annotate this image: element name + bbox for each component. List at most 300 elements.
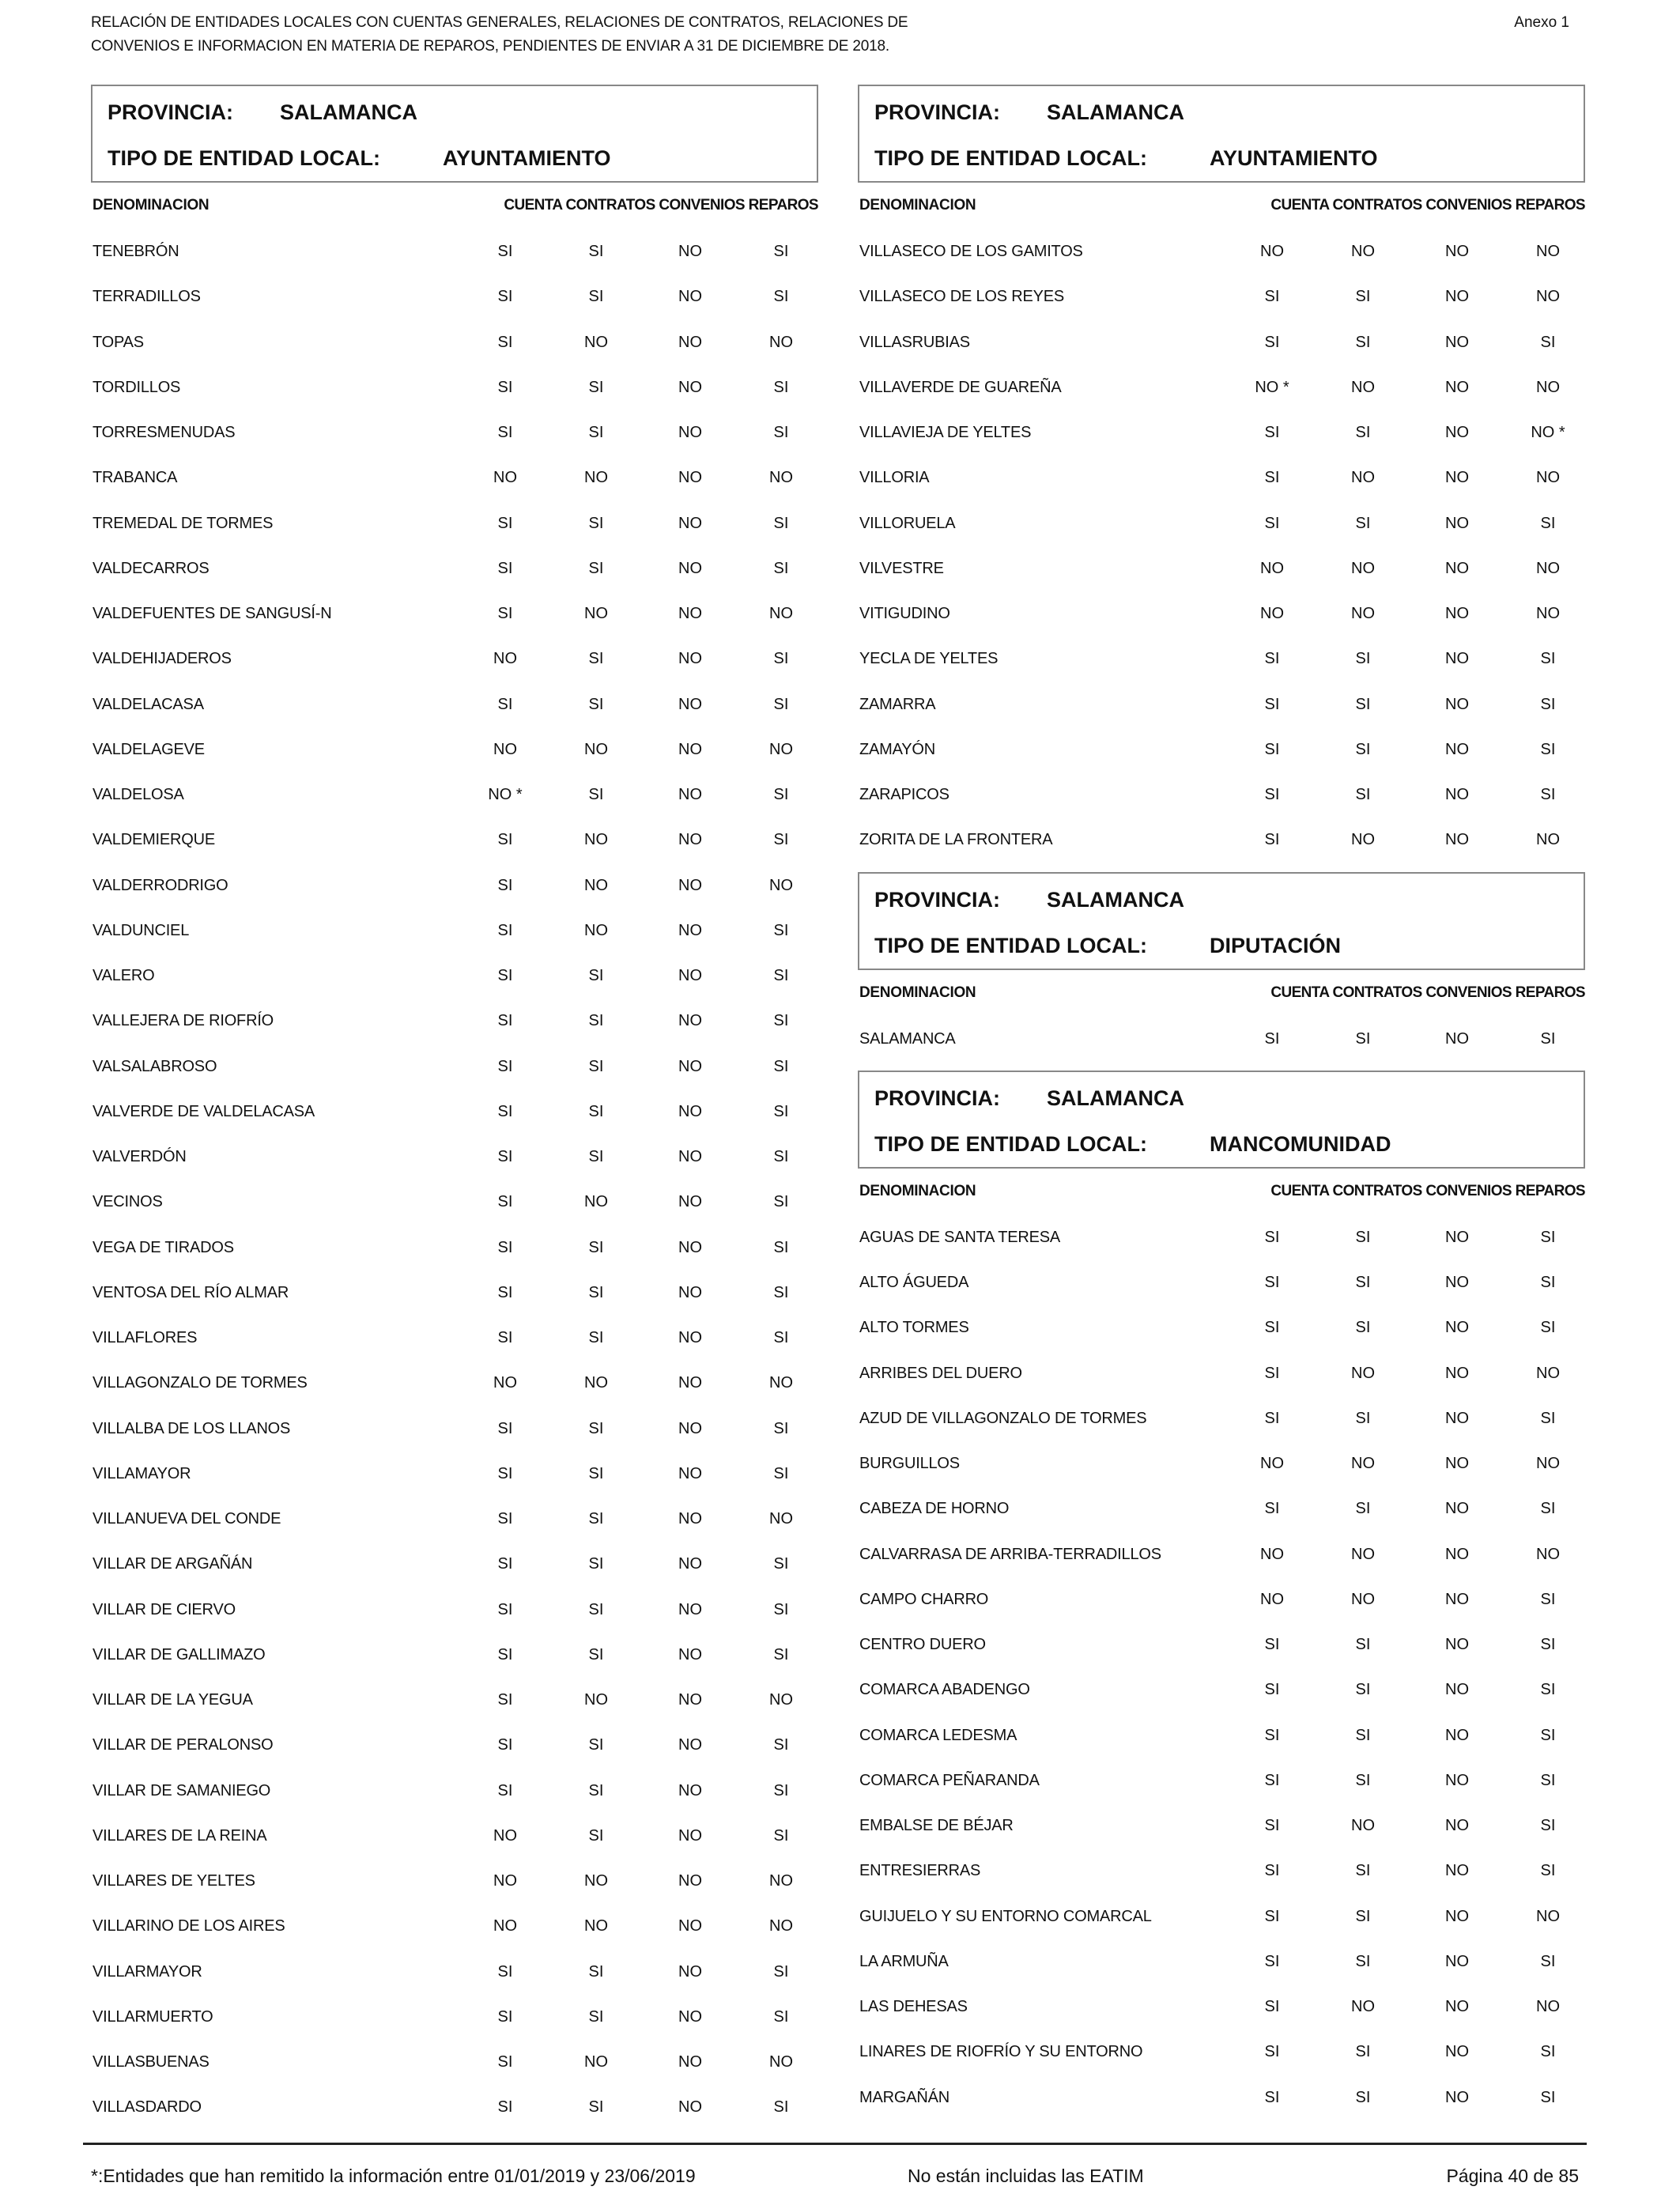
entity-name: ZORITA DE LA FRONTERA xyxy=(859,831,1053,849)
value-cuenta: SI xyxy=(1264,469,1280,487)
value-convenios: NO xyxy=(678,1645,702,1663)
table-row xyxy=(858,1940,1585,1985)
value-cuenta: SI xyxy=(497,559,513,577)
table-row xyxy=(858,1714,1585,1759)
entity-info-box xyxy=(858,1071,1585,1169)
value-reparos: NO xyxy=(1536,605,1560,622)
value-reparos: SI xyxy=(773,514,789,532)
value-reparos: SI xyxy=(1540,786,1556,803)
entity-name: VILLARINO DE LOS AIRES xyxy=(92,1917,285,1935)
table-row xyxy=(858,637,1585,682)
entity-name: SALAMANCA xyxy=(859,1029,956,1048)
table-row xyxy=(91,230,818,275)
value-convenios: NO xyxy=(678,424,702,441)
value-contratos: SI xyxy=(588,650,604,668)
entity-name: VILLARES DE LA REINA xyxy=(92,1826,267,1845)
entity-name: VILLAR DE CIERVO xyxy=(92,1600,236,1618)
value-reparos: SI xyxy=(1540,1319,1556,1337)
value-contratos: NO xyxy=(584,469,608,487)
value-reparos: SI xyxy=(773,559,789,577)
entity-name: BURGUILLOS xyxy=(859,1455,960,1472)
entity-name: VEGA DE TIRADOS xyxy=(92,1238,234,1256)
value-convenios: NO xyxy=(1445,605,1469,622)
table-row xyxy=(91,1950,818,1996)
entity-name: VILLAVIEJA DE YELTES xyxy=(859,424,1032,441)
value-contratos: SI xyxy=(588,1102,604,1120)
entity-name: ZAMAYÓN xyxy=(859,740,936,758)
entity-name: VILLASECO DE LOS REYES xyxy=(859,288,1065,306)
value-cuenta: SI xyxy=(497,1238,513,1256)
entity-name: LA ARMUÑA xyxy=(859,1952,949,1970)
table-row xyxy=(91,954,818,999)
value-reparos: NO xyxy=(769,2053,793,2071)
value-cuenta: SI xyxy=(1264,1228,1280,1246)
value-reparos: NO xyxy=(1536,1364,1560,1382)
value-cuenta: SI xyxy=(497,1057,513,1075)
title-line-1: RELACIÓN DE ENTIDADES LOCALES CON CUENTAS GENERALES, RELACIONES DE CONTRATOS, RELACIONES DE xyxy=(91,14,908,31)
value-convenios: NO xyxy=(678,559,702,577)
table-row xyxy=(91,1361,818,1407)
value-contratos: NO xyxy=(584,1374,608,1392)
value-reparos: SI xyxy=(773,1464,789,1482)
value-reparos: NO xyxy=(769,1691,793,1709)
entity-name: VILLASECO DE LOS GAMITOS xyxy=(859,243,1083,260)
entity-name: VILVESTRE xyxy=(859,559,944,577)
value-contratos: NO xyxy=(1351,469,1375,487)
provincia-value: SALAMANCA xyxy=(1047,1086,1184,1110)
entity-info-box xyxy=(858,85,1585,183)
value-contratos: SI xyxy=(1355,695,1371,713)
value-cuenta: SI xyxy=(497,1464,513,1482)
entity-name: VILLAVERDE DE GUAREÑA xyxy=(859,378,1062,396)
value-convenios: NO xyxy=(1445,1817,1469,1834)
entity-name: VALSALABROSO xyxy=(92,1057,217,1075)
entity-name: LINARES DE RIOFRÍO Y SU ENTORNO xyxy=(859,2043,1143,2061)
value-contratos: SI xyxy=(588,1510,604,1527)
value-reparos: SI xyxy=(1540,1952,1556,1970)
entity-name: MARGAÑÁN xyxy=(859,2088,949,2106)
value-contratos: NO xyxy=(584,740,608,758)
column-header-denominacion: DENOMINACION xyxy=(859,1182,976,1199)
table-row xyxy=(91,1452,818,1497)
table-row xyxy=(91,637,818,682)
table-row xyxy=(858,1442,1585,1487)
value-contratos: NO xyxy=(1351,559,1375,577)
value-convenios: NO xyxy=(1445,1907,1469,1925)
value-reparos: NO xyxy=(1536,1545,1560,1563)
value-cuenta: SI xyxy=(1264,1681,1280,1699)
value-reparos: SI xyxy=(773,967,789,984)
value-cuenta: SI xyxy=(1264,831,1280,849)
value-convenios: NO xyxy=(1445,288,1469,306)
value-reparos: SI xyxy=(773,1645,789,1663)
value-convenios: NO xyxy=(1445,1364,1469,1382)
table-row xyxy=(91,1769,818,1814)
value-reparos: SI xyxy=(1540,333,1556,351)
value-cuenta: NO xyxy=(493,1374,517,1392)
value-convenios: NO xyxy=(1445,333,1469,351)
value-reparos: SI xyxy=(773,1148,789,1165)
entity-name: YECLA DE YELTES xyxy=(859,650,999,668)
value-convenios: NO xyxy=(678,1238,702,1256)
value-cuenta: SI xyxy=(497,1193,513,1211)
provincia-label: PROVINCIA: xyxy=(874,100,1001,124)
value-reparos: SI xyxy=(773,1826,789,1845)
table-row xyxy=(91,1090,818,1135)
entity-name: GUIJUELO Y SU ENTORNO COMARCAL xyxy=(859,1907,1152,1925)
table-row xyxy=(858,1759,1585,1804)
entity-name: VALVERDE DE VALDELACASA xyxy=(92,1102,315,1120)
value-cuenta: NO xyxy=(1260,243,1284,260)
value-reparos: SI xyxy=(1540,2043,1556,2061)
table-row xyxy=(91,321,818,366)
value-cuenta: SI xyxy=(497,1781,513,1799)
value-contratos: NO xyxy=(584,921,608,939)
value-contratos: NO xyxy=(584,2053,608,2071)
value-cuenta: SI xyxy=(1264,1952,1280,1970)
value-convenios: NO xyxy=(678,1283,702,1301)
value-reparos: SI xyxy=(1540,1409,1556,1427)
table-row xyxy=(91,502,818,547)
value-cuenta: SI xyxy=(1264,1771,1280,1789)
value-contratos: SI xyxy=(588,786,604,803)
left-column xyxy=(91,85,818,2132)
value-convenios: NO xyxy=(678,1781,702,1799)
value-contratos: SI xyxy=(1355,1636,1371,1653)
value-cuenta: SI xyxy=(1264,1636,1280,1653)
value-contratos: SI xyxy=(1355,333,1371,351)
table-row xyxy=(858,2076,1585,2121)
value-convenios: NO xyxy=(678,1826,702,1845)
value-contratos: NO xyxy=(584,333,608,351)
table-row xyxy=(858,411,1585,456)
entity-name: VILLORIA xyxy=(859,469,930,487)
value-convenios: NO xyxy=(1445,740,1469,758)
entity-name: TENEBRÓN xyxy=(92,243,179,260)
value-reparos: SI xyxy=(773,1012,789,1030)
entity-name: COMARCA PEÑARANDA xyxy=(859,1771,1040,1789)
tipo-label: TIPO DE ENTIDAD LOCAL: xyxy=(108,146,380,170)
value-convenios: NO xyxy=(1445,1636,1469,1653)
entity-name: ENTRESIERRAS xyxy=(859,1862,981,1880)
value-reparos: NO * xyxy=(1531,424,1565,441)
value-reparos: SI xyxy=(773,1736,789,1754)
value-cuenta: NO xyxy=(1260,1455,1284,1472)
value-cuenta: NO xyxy=(493,469,517,487)
value-convenios: NO xyxy=(1445,1500,1469,1518)
table-row xyxy=(858,1623,1585,1668)
value-convenios: NO xyxy=(678,333,702,351)
table-row xyxy=(91,1905,818,1950)
value-cuenta: SI xyxy=(1264,1319,1280,1337)
table-row xyxy=(91,1860,818,1905)
value-convenios: NO xyxy=(1445,424,1469,441)
value-reparos: SI xyxy=(773,1283,789,1301)
value-reparos: SI xyxy=(1540,1274,1556,1291)
value-reparos: SI xyxy=(773,786,789,803)
value-contratos: NO xyxy=(1351,1455,1375,1472)
value-contratos: SI xyxy=(588,514,604,532)
table-row xyxy=(91,1497,818,1543)
value-cuenta: SI xyxy=(497,695,513,713)
value-cuenta: SI xyxy=(497,2007,513,2026)
value-reparos: SI xyxy=(1540,1228,1556,1246)
value-cuenta: NO xyxy=(493,740,517,758)
value-convenios: NO xyxy=(1445,2088,1469,2106)
table-row xyxy=(858,1306,1585,1351)
value-cuenta: NO xyxy=(493,650,517,668)
value-contratos: SI xyxy=(588,967,604,984)
value-cuenta: SI xyxy=(1264,1998,1280,2015)
value-reparos: SI xyxy=(1540,1590,1556,1608)
entity-name: VILLAR DE SAMANIEGO xyxy=(92,1781,271,1799)
value-contratos: SI xyxy=(588,1736,604,1754)
column-header-denominacion: DENOMINACION xyxy=(92,197,210,213)
value-convenios: NO xyxy=(1445,559,1469,577)
value-contratos: SI xyxy=(588,2007,604,2026)
value-convenios: NO xyxy=(678,1962,702,1981)
value-reparos: SI xyxy=(773,1057,789,1075)
value-convenios: NO xyxy=(1445,243,1469,260)
value-reparos: SI xyxy=(773,921,789,939)
value-reparos: NO xyxy=(1536,469,1560,487)
value-contratos: SI xyxy=(588,1238,604,1256)
value-contratos: SI xyxy=(1355,1319,1371,1337)
value-contratos: NO xyxy=(584,1872,608,1890)
value-cuenta: SI xyxy=(1264,1274,1280,1291)
value-reparos: SI xyxy=(773,1419,789,1437)
value-convenios: NO xyxy=(1445,378,1469,396)
entity-name: VILLAFLORES xyxy=(92,1329,198,1346)
entity-name: VALDELAGEVE xyxy=(92,740,205,758)
value-contratos: SI xyxy=(588,288,604,306)
value-convenios: NO xyxy=(1445,650,1469,668)
table-row xyxy=(91,1045,818,1090)
value-contratos: SI xyxy=(588,1057,604,1075)
value-cuenta: SI xyxy=(497,1148,513,1165)
value-reparos: NO xyxy=(769,876,793,894)
table-row xyxy=(91,818,818,863)
table-row xyxy=(858,818,1585,863)
value-contratos: SI xyxy=(588,378,604,396)
value-contratos: NO xyxy=(584,1193,608,1211)
entity-name: TERRADILLOS xyxy=(92,288,201,306)
value-contratos: NO xyxy=(1351,378,1375,396)
table-header xyxy=(858,970,1585,1018)
value-reparos: SI xyxy=(1540,1681,1556,1699)
entity-name: VALDECARROS xyxy=(92,559,210,577)
value-convenios: NO xyxy=(1445,1545,1469,1563)
column-header-denominacion: DENOMINACION xyxy=(859,197,976,213)
tipo-value: MANCOMUNIDAD xyxy=(1210,1131,1391,1156)
value-convenios: NO xyxy=(678,2053,702,2071)
value-cuenta: SI xyxy=(1264,1029,1280,1048)
footer-note: *:Entidades que han remitido la información entre 01/01/2019 y 23/06/2019 xyxy=(91,2166,696,2186)
table-header xyxy=(858,1169,1585,1216)
table-header xyxy=(91,183,818,230)
value-convenios: NO xyxy=(678,1148,702,1165)
value-convenios: NO xyxy=(678,1419,702,1437)
table-row xyxy=(858,1352,1585,1397)
table-row xyxy=(91,1724,818,1769)
value-convenios: NO xyxy=(1445,1771,1469,1789)
value-convenios: NO xyxy=(1445,1274,1469,1291)
value-cuenta: SI xyxy=(497,514,513,532)
value-cuenta: SI xyxy=(1264,424,1280,441)
table-row xyxy=(91,1588,818,1633)
value-convenios: NO xyxy=(678,1691,702,1709)
table-row xyxy=(91,2041,818,2086)
entity-name: AGUAS DE SANTA TERESA xyxy=(859,1228,1061,1246)
tipo-label: TIPO DE ENTIDAD LOCAL: xyxy=(874,1131,1147,1156)
value-convenios: NO xyxy=(678,605,702,622)
value-convenios: NO xyxy=(678,1057,702,1075)
value-convenios: NO xyxy=(678,876,702,894)
value-reparos: SI xyxy=(773,695,789,713)
value-convenios: NO xyxy=(1445,1726,1469,1744)
value-contratos: SI xyxy=(588,1555,604,1573)
value-convenios: NO xyxy=(1445,1409,1469,1427)
table-row xyxy=(91,456,818,501)
right-column xyxy=(858,85,1585,2121)
value-cuenta: SI xyxy=(1264,786,1280,803)
value-cuenta: NO * xyxy=(488,786,523,803)
value-cuenta: NO xyxy=(1260,1545,1284,1563)
value-reparos: SI xyxy=(773,1329,789,1346)
value-reparos: NO xyxy=(769,469,793,487)
value-cuenta: SI xyxy=(1264,1907,1280,1925)
value-contratos: SI xyxy=(588,1464,604,1482)
value-contratos: SI xyxy=(588,1283,604,1301)
table-row xyxy=(91,999,818,1044)
document-title xyxy=(91,11,908,59)
table-row xyxy=(858,1804,1585,1849)
entity-name: VITIGUDINO xyxy=(859,605,950,622)
value-convenios: NO xyxy=(678,1102,702,1120)
value-convenios: NO xyxy=(678,2007,702,2026)
value-cuenta: SI xyxy=(497,288,513,306)
value-cuenta: SI xyxy=(497,1645,513,1663)
value-cuenta: SI xyxy=(1264,1409,1280,1427)
value-cuenta: SI xyxy=(1264,740,1280,758)
value-contratos: SI xyxy=(588,1962,604,1981)
table-row xyxy=(858,547,1585,592)
entity-name: EMBALSE DE BÉJAR xyxy=(859,1817,1014,1834)
value-contratos: SI xyxy=(1355,1500,1371,1518)
entity-name: VILLAR DE LA YEGUA xyxy=(92,1691,253,1709)
value-reparos: NO xyxy=(769,1872,793,1890)
table-row xyxy=(91,1543,818,1588)
table-row xyxy=(91,1679,818,1724)
value-convenios: NO xyxy=(678,2098,702,2117)
value-reparos: SI xyxy=(773,2007,789,2026)
entity-name: TOPAS xyxy=(92,333,144,351)
column-headers: CUENTA CONTRATOS CONVENIOS REPAROS xyxy=(504,197,818,213)
value-reparos: SI xyxy=(773,1238,789,1256)
value-contratos: NO xyxy=(1351,831,1375,849)
footer-eatim: No están incluidas las EATIM xyxy=(908,2166,1144,2186)
value-contratos: SI xyxy=(588,1012,604,1030)
value-cuenta: SI xyxy=(1264,288,1280,306)
column-headers: CUENTA CONTRATOS CONVENIOS REPAROS xyxy=(1270,197,1585,213)
value-reparos: NO xyxy=(769,1917,793,1935)
entity-name: VILLARMAYOR xyxy=(92,1962,202,1981)
value-cuenta: SI xyxy=(497,921,513,939)
value-reparos: SI xyxy=(1540,1726,1556,1744)
value-cuenta: SI xyxy=(1264,1500,1280,1518)
entity-name: VILLAGONZALO DE TORMES xyxy=(92,1374,308,1392)
value-cuenta: SI xyxy=(497,1691,513,1709)
value-contratos: SI xyxy=(588,1419,604,1437)
value-cuenta: SI xyxy=(497,967,513,984)
table-row xyxy=(858,1487,1585,1532)
value-cuenta: SI xyxy=(497,424,513,441)
entity-name: ALTO ÁGUEDA xyxy=(859,1274,969,1291)
table-row xyxy=(858,1985,1585,2030)
value-reparos: SI xyxy=(773,243,789,260)
value-reparos: SI xyxy=(773,831,789,849)
entity-name: CABEZA DE HORNO xyxy=(859,1500,1010,1518)
table-row xyxy=(858,1261,1585,1306)
value-contratos: SI xyxy=(1355,424,1371,441)
value-convenios: NO xyxy=(678,1736,702,1754)
entity-name: COMARCA LEDESMA xyxy=(859,1726,1017,1744)
value-convenios: NO xyxy=(678,650,702,668)
entity-name: TREMEDAL DE TORMES xyxy=(92,514,274,532)
value-cuenta: SI xyxy=(497,378,513,396)
value-reparos: SI xyxy=(773,424,789,441)
value-cuenta: SI xyxy=(497,1600,513,1618)
value-cuenta: SI xyxy=(497,1012,513,1030)
value-cuenta: SI xyxy=(497,876,513,894)
entity-name: TORRESMENUDAS xyxy=(92,424,236,441)
entity-name: ARRIBES DEL DUERO xyxy=(859,1364,1022,1382)
table-row xyxy=(858,1578,1585,1623)
table-row xyxy=(858,1668,1585,1713)
value-reparos: NO xyxy=(769,740,793,758)
value-reparos: NO xyxy=(1536,378,1560,396)
value-reparos: NO xyxy=(769,605,793,622)
value-convenios: NO xyxy=(1445,1228,1469,1246)
value-convenios: NO xyxy=(1445,1319,1469,1337)
value-contratos: SI xyxy=(588,2098,604,2117)
entity-name: VALDEFUENTES DE SANGUSÍ-N xyxy=(92,605,332,622)
value-reparos: SI xyxy=(1540,514,1556,532)
value-convenios: NO xyxy=(1445,695,1469,713)
value-reparos: SI xyxy=(1540,1771,1556,1789)
value-cuenta: SI xyxy=(497,831,513,849)
value-contratos: NO xyxy=(584,831,608,849)
value-reparos: NO xyxy=(1536,559,1560,577)
table-row xyxy=(91,1633,818,1679)
value-convenios: NO xyxy=(678,921,702,939)
value-convenios: NO xyxy=(1445,786,1469,803)
table-row xyxy=(91,1180,818,1225)
value-cuenta: SI xyxy=(497,2053,513,2071)
table-row xyxy=(858,1397,1585,1442)
table-row xyxy=(91,1407,818,1452)
table-row xyxy=(91,1814,818,1860)
value-contratos: SI xyxy=(1355,514,1371,532)
entity-name: VILLASRUBIAS xyxy=(859,333,970,351)
tipo-label: TIPO DE ENTIDAD LOCAL: xyxy=(874,146,1147,170)
value-contratos: SI xyxy=(1355,1726,1371,1744)
value-convenios: NO xyxy=(678,1012,702,1030)
entity-name: VILLARMUERTO xyxy=(92,2007,213,2026)
value-contratos: NO xyxy=(584,876,608,894)
value-cuenta: SI xyxy=(497,1419,513,1437)
value-reparos: SI xyxy=(773,288,789,306)
